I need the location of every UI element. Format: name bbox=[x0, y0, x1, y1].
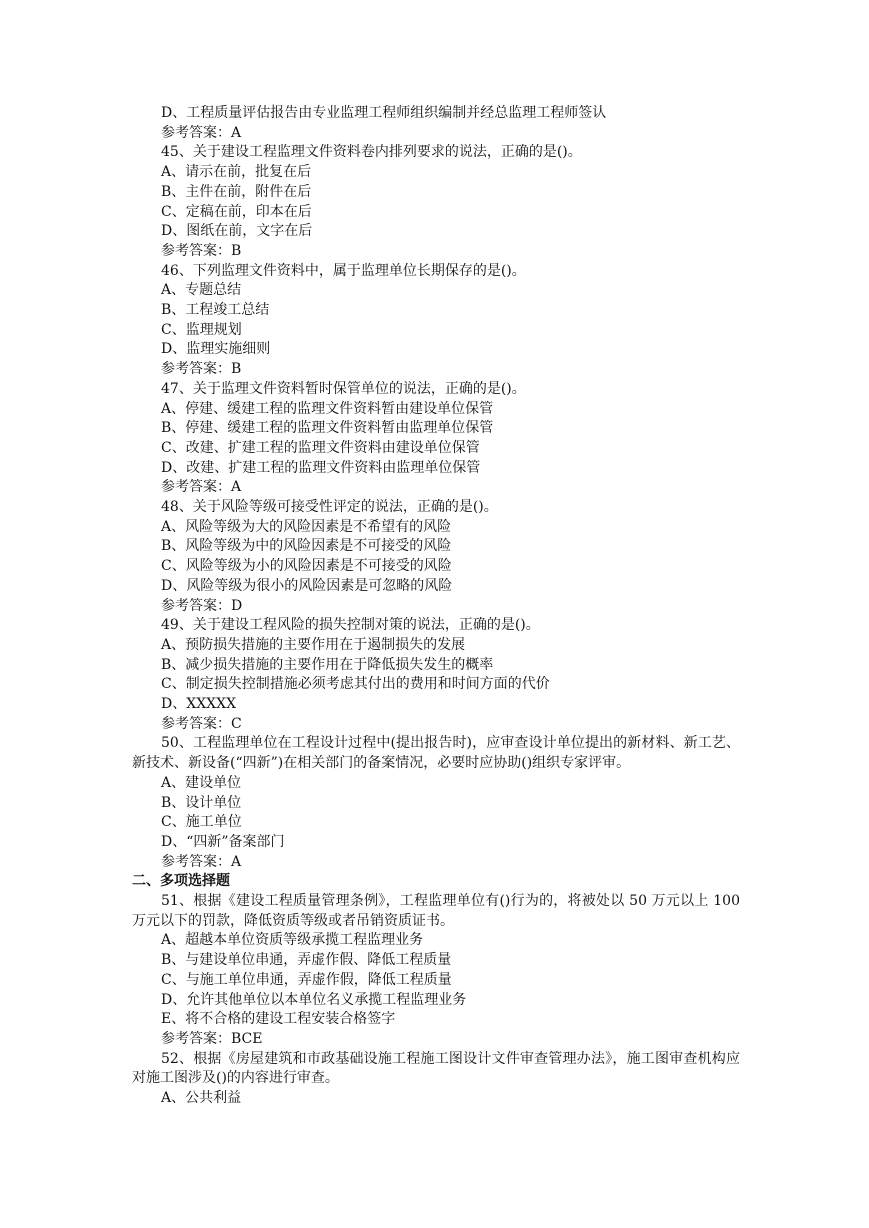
question-paragraph: 52、根据《房屋建筑和市政基础设施工程施工图设计文件审查管理办法》，施工图审查机构应对施工图涉及()的内容进行审查。 bbox=[132, 1050, 740, 1087]
answer-line: 参考答案：BCE bbox=[161, 1030, 263, 1047]
option-line: A、停建、缓建工程的监理文件资料暂由建设单位保管 bbox=[161, 400, 494, 417]
option-line: C、制定损失控制措施必须考虑其付出的费用和时间方面的代价 bbox=[161, 676, 550, 693]
option-line: B、与建设单位串通，弄虚作假、降低工程质量 bbox=[161, 952, 452, 969]
option-line: C、改建、扩建工程的监理文件资料由建设单位保管 bbox=[161, 439, 480, 456]
answer-line: 参考答案：A bbox=[161, 479, 242, 496]
option-line: A、建设单位 bbox=[161, 774, 242, 791]
option-line: C、施工单位 bbox=[161, 814, 242, 831]
answer-line: 参考答案：C bbox=[161, 715, 242, 732]
answer-line: 参考答案：B bbox=[161, 242, 242, 259]
option-line: B、停建、缓建工程的监理文件资料暂由监理单位保管 bbox=[161, 420, 494, 437]
question-line: 49、关于建设工程风险的损失控制对策的说法，正确的是()。 bbox=[161, 617, 540, 634]
option-line: D、允许其他单位以本单位名义承揽工程监理业务 bbox=[161, 991, 467, 1008]
option-line: C、定稿在前，印本在后 bbox=[161, 203, 312, 220]
option-line: A、专题总结 bbox=[161, 282, 242, 299]
option-line: C、监理规划 bbox=[161, 321, 242, 338]
option-line: B、减少损失措施的主要作用在于降低损失发生的概率 bbox=[161, 656, 494, 673]
option-line: A、预防损失措施的主要作用在于遏制损失的发展 bbox=[161, 636, 466, 653]
question-line: 46、下列监理文件资料中，属于监理单位长期保存的是()。 bbox=[161, 262, 526, 279]
option-line: D、监理实施细则 bbox=[161, 341, 271, 358]
question-paragraph: 50、工程监理单位在工程设计过程中(提出报告时)，应审查设计单位提出的新材料、新工艺、新技术、新设备(“四新”)在相关部门的备案情况，必要时应协助()组织专家评审。 bbox=[132, 735, 740, 772]
option-line: D、改建、扩建工程的监理文件资料由监理单位保管 bbox=[161, 459, 481, 476]
answer-line: 参考答案：A bbox=[161, 124, 242, 141]
question-line: 45、关于建设工程监理文件资料卷内排列要求的说法，正确的是()。 bbox=[161, 144, 582, 161]
option-line: D、“四新”备案部门 bbox=[161, 833, 285, 850]
answer-line: 参考答案：D bbox=[161, 597, 243, 614]
option-line: A、请示在前，批复在后 bbox=[161, 164, 312, 181]
option-line: D、XXXXX bbox=[161, 696, 237, 712]
text-line: D、工程质量评估报告由专业监理工程师组织编制并经总监理工程师签认 bbox=[161, 105, 607, 121]
option-line: E、将不合格的建设工程安装合格签字 bbox=[161, 1011, 396, 1028]
option-line: B、设计单位 bbox=[161, 794, 242, 811]
answer-line: 参考答案：A bbox=[161, 853, 242, 870]
option-line: C、与施工单位串通，弄虚作假，降低工程质量 bbox=[161, 971, 452, 988]
option-line: D、图纸在前，文字在后 bbox=[161, 223, 313, 240]
question-line: 48、关于风险等级可接受性评定的说法，正确的是()。 bbox=[161, 499, 498, 515]
section-heading: 二、多项选择题 bbox=[132, 873, 230, 890]
option-line: A、公共利益 bbox=[161, 1090, 242, 1106]
question-paragraph: 51、根据《建设工程质量管理条例》，工程监理单位有()行为的，将被处以 50 万元以上 100 万元以下的罚款，降低资质等级或者吊销资质证书。 bbox=[132, 893, 740, 929]
option-line: B、风险等级为中的风险因素是不可接受的风险 bbox=[161, 538, 452, 555]
option-line: D、风险等级为很小的风险因素是可忽略的风险 bbox=[161, 577, 453, 594]
option-line: B、工程竣工总结 bbox=[161, 302, 270, 318]
option-line: C、风险等级为小的风险因素是不可接受的风险 bbox=[161, 558, 452, 575]
answer-line: 参考答案：B bbox=[161, 361, 242, 378]
option-line: B、主件在前，附件在后 bbox=[161, 183, 312, 200]
option-line: A、风险等级为大的风险因素是不希望有的风险 bbox=[161, 518, 452, 535]
question-line: 47、关于监理文件资料暂时保管单位的说法，正确的是()。 bbox=[161, 380, 526, 397]
option-line: A、超越本单位资质等级承揽工程监理业务 bbox=[161, 932, 424, 949]
